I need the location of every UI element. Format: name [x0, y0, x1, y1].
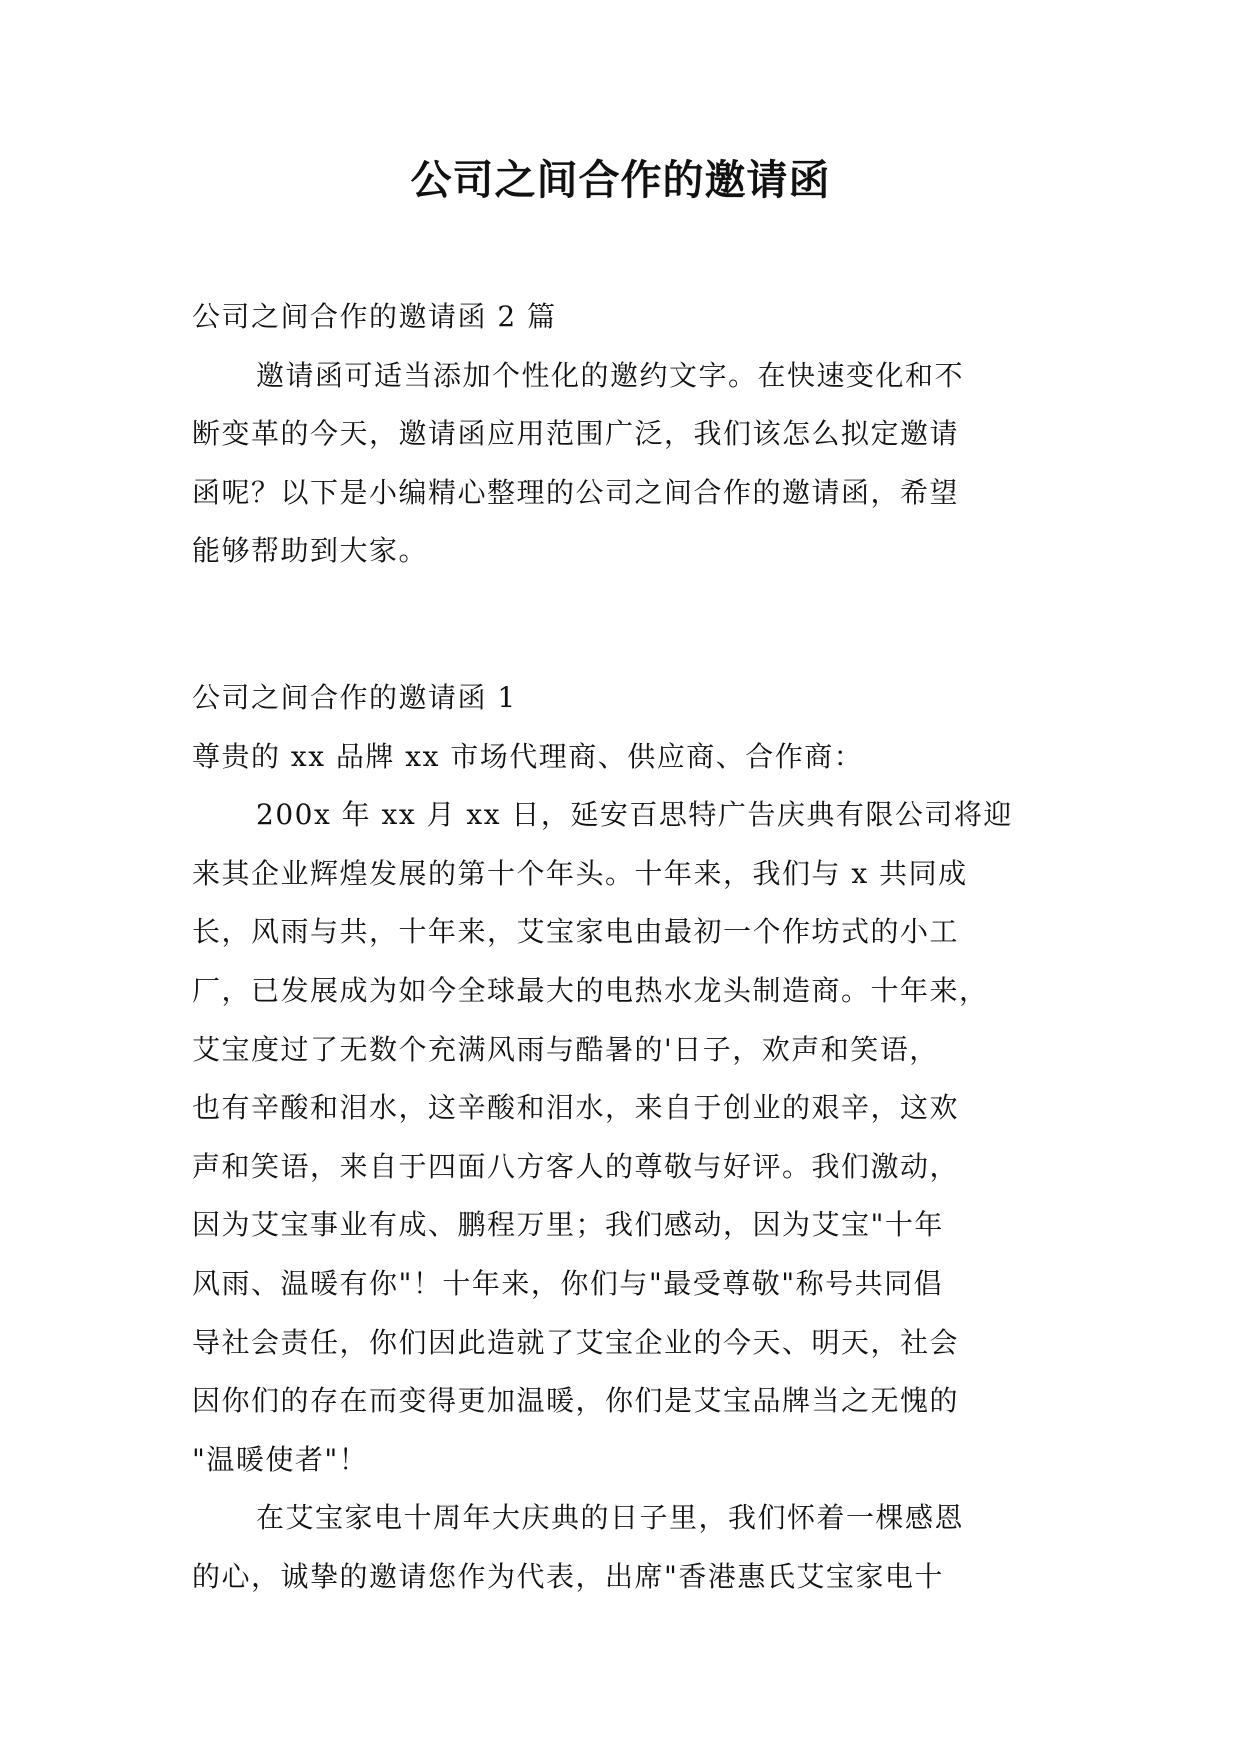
paragraph-line: 厂，已发展成为如今全球最大的电热水龙头制造商。十年来，: [192, 973, 989, 1007]
paragraph-line: 来其企业辉煌发展的第十个年头。十年来，我们与 x 共同成: [192, 856, 968, 890]
paragraph-line: 因为艾宝事业有成、鹏程万里；我们感动，因为艾宝"十年: [192, 1208, 944, 1242]
section-spacer: [192, 581, 1062, 669]
paragraph-line: 的心，诚挚的邀请您作为代表，出席"香港惠氏艾宝家电十: [192, 1559, 944, 1593]
paragraph-line: 声和笑语，来自于四面八方客人的尊敬与好评。我们激动，: [192, 1149, 960, 1183]
subtitle: 公司之间合作的邀请函 2 篇: [192, 300, 557, 333]
intro-line: 能够帮助到大家。: [192, 534, 429, 568]
paragraph-line: 长，风雨与共，十年来，艾宝家电由最初一个作坊式的小工: [192, 915, 960, 949]
intro-paragraph: [192, 347, 1062, 581]
section-heading: 公司之间合作的邀请函 1: [192, 680, 517, 714]
paragraph-line: 艾宝度过了无数个充满风雨与酷暑的'日子，欢声和笑语，: [192, 1032, 939, 1066]
intro-line: 函呢？以下是小编精心整理的公司之间合作的邀请函，希望: [192, 475, 960, 509]
paragraph-line: 在艾宝家电十周年大庆典的日子里，我们怀着一棵感恩: [256, 1501, 965, 1535]
salutation: 尊贵的 xx 品牌 xx 市场代理商、供应商、合作商：: [192, 739, 864, 773]
intro-line: 断变革的今天，邀请函应用范围广泛，我们该怎么拟定邀请: [192, 417, 960, 451]
paragraph-line: "温暖使者"！: [192, 1442, 369, 1476]
intro-line: 邀请函可适当添加个性化的邀约文字。在快速变化和不: [256, 358, 965, 392]
document-body: [192, 288, 1062, 1606]
paragraph-line: 风雨、温暖有你"！十年来，你们与"最受尊敬"称号共同倡: [192, 1266, 944, 1300]
paragraph-line: 因你们的存在而变得更加温暖，你们是艾宝品牌当之无愧的: [192, 1384, 960, 1418]
body-paragraph-2: [192, 1489, 1062, 1606]
paragraph-line: 200x 年 xx 月 xx 日，延安百思特广告庆典有限公司将迎: [256, 798, 1013, 832]
page-title: 公司之间合作的邀请函: [410, 156, 831, 204]
body-paragraph-1: [192, 786, 1062, 1489]
paragraph-line: 导社会责任，你们因此造就了艾宝企业的今天、明天，社会: [192, 1325, 960, 1359]
paragraph-line: 也有辛酸和泪水，这辛酸和泪水，来自于创业的艰辛，这欢: [192, 1091, 960, 1125]
